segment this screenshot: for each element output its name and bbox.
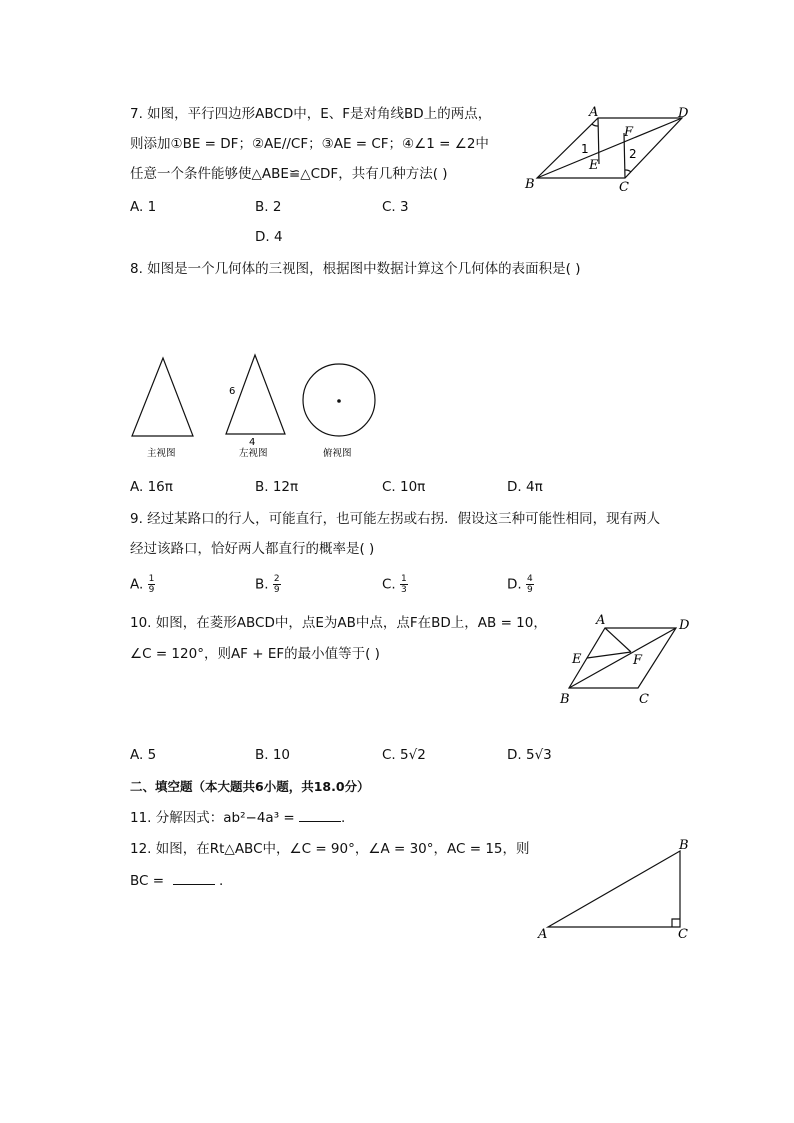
- q9-option-a-label: A.: [130, 576, 144, 593]
- q9-option-b[interactable]: [255, 574, 281, 595]
- q10-label-b: B: [560, 692, 570, 707]
- q7-option-a[interactable]: A. 1: [130, 199, 157, 215]
- q10-rhombus-figure: [550, 608, 700, 708]
- q10-option-a[interactable]: A. 5: [130, 747, 157, 763]
- q9-option-c[interactable]: [382, 574, 408, 595]
- q12-answer-blank[interactable]: [173, 871, 215, 885]
- q11-line: [130, 808, 345, 827]
- q12-line1: 12. 如图，在Rt△ABC中，∠C = 90°，∠A = 30°，AC = 15，则: [130, 841, 530, 857]
- q7-label-2: 2: [629, 147, 637, 161]
- q9-option-d[interactable]: [507, 574, 534, 595]
- q9-line1: 9. 经过某路口的行人，可能直行，也可能左拐或右拐．假设这三种可能性相同，现有两人: [130, 511, 661, 527]
- q9-option-a-fraction: $\frac{1}{9}$: [148, 574, 155, 595]
- section-heading-fill-in: 二、填空题（本大题共6小题，共18.0分）: [130, 779, 370, 794]
- q11-answer-blank[interactable]: [299, 808, 341, 822]
- q7-label-a: A: [589, 105, 599, 120]
- q7-label-c: C: [619, 180, 629, 195]
- q8-option-d[interactable]: D. 4π: [507, 479, 543, 495]
- q12-label-a: A: [538, 927, 548, 942]
- q8-front-view-label: 主视图: [147, 448, 176, 459]
- q12-suffix: .: [218, 873, 224, 889]
- q7-label-f: F: [624, 125, 634, 140]
- q7-line1: 7. 如图，平行四边形ABCD中，E、F是对角线BD上的两点，: [130, 106, 492, 122]
- q10-option-b[interactable]: B. 10: [255, 747, 291, 763]
- q11-suffix: .: [341, 810, 346, 826]
- q9-option-b-fraction: $\frac{2}{9}$: [273, 574, 280, 595]
- q7-label-d: D: [678, 106, 689, 121]
- q7-parallelogram-figure: [515, 100, 700, 195]
- q10-label-d: D: [679, 618, 690, 633]
- q7-option-c[interactable]: C. 3: [382, 199, 409, 215]
- q12-prefix: BC =: [130, 873, 169, 889]
- q12-right-triangle-figure: [530, 835, 700, 945]
- q12-line2: [130, 871, 223, 890]
- q7-option-b[interactable]: B. 2: [255, 199, 282, 215]
- q7-option-d[interactable]: D. 4: [255, 229, 283, 245]
- q8-line1: 8. 如图是一个几何体的三视图，根据图中数据计算这个几何体的表面积是( ): [130, 261, 581, 277]
- q10-line1: 10. 如图，在菱形ABCD中，点E为AB中点，点F在BD上，AB = 10，: [130, 615, 547, 631]
- q10-option-d[interactable]: D. 5√3: [507, 747, 552, 763]
- q9-option-d-fraction: $\frac{4}{9}$: [526, 574, 533, 595]
- q9-option-c-label: C.: [382, 576, 396, 593]
- q10-label-a: A: [596, 613, 606, 628]
- q10-label-e: E: [572, 652, 582, 667]
- q10-option-c[interactable]: C. 5√2: [382, 747, 426, 763]
- q7-label-1: 1: [581, 142, 589, 156]
- q8-option-a[interactable]: A. 16π: [130, 479, 173, 495]
- q8-option-b[interactable]: B. 12π: [255, 479, 299, 495]
- q12-label-b: B: [679, 838, 689, 853]
- q7-line3: 任意一个条件能够使△ABE≌△CDF，共有几种方法( ): [130, 166, 448, 182]
- q7-label-e: E: [589, 158, 599, 173]
- q10-line2: ∠C = 120°，则AF + EF的最小值等于( ): [130, 646, 380, 662]
- q12-label-c: C: [678, 927, 688, 942]
- q8-dim-slant: 6: [229, 386, 236, 397]
- q9-line2: 经过该路口，恰好两人都直行的概率是( ): [130, 541, 375, 557]
- q7-label-b: B: [525, 177, 535, 192]
- q10-label-f: F: [633, 653, 643, 668]
- q8-left-view-label: 左视图: [239, 448, 268, 459]
- q8-option-c[interactable]: C. 10π: [382, 479, 426, 495]
- q10-label-c: C: [639, 692, 649, 707]
- q9-option-d-label: D.: [507, 576, 522, 593]
- q8-three-views-figure: [125, 350, 390, 465]
- q11-prefix: 11. 分解因式：ab²−4a³ =: [130, 810, 299, 826]
- q9-option-a[interactable]: [130, 574, 155, 595]
- q8-top-view-label: 俯视图: [323, 448, 352, 459]
- q9-option-b-label: B.: [255, 576, 269, 593]
- q7-line2: 则添加①BE = DF；②AE//CF；③AE = CF；④∠1 = ∠2中: [130, 136, 489, 152]
- q8-dim-base: 4: [249, 437, 256, 448]
- q9-option-c-fraction: $\frac{1}{3}$: [401, 574, 407, 595]
